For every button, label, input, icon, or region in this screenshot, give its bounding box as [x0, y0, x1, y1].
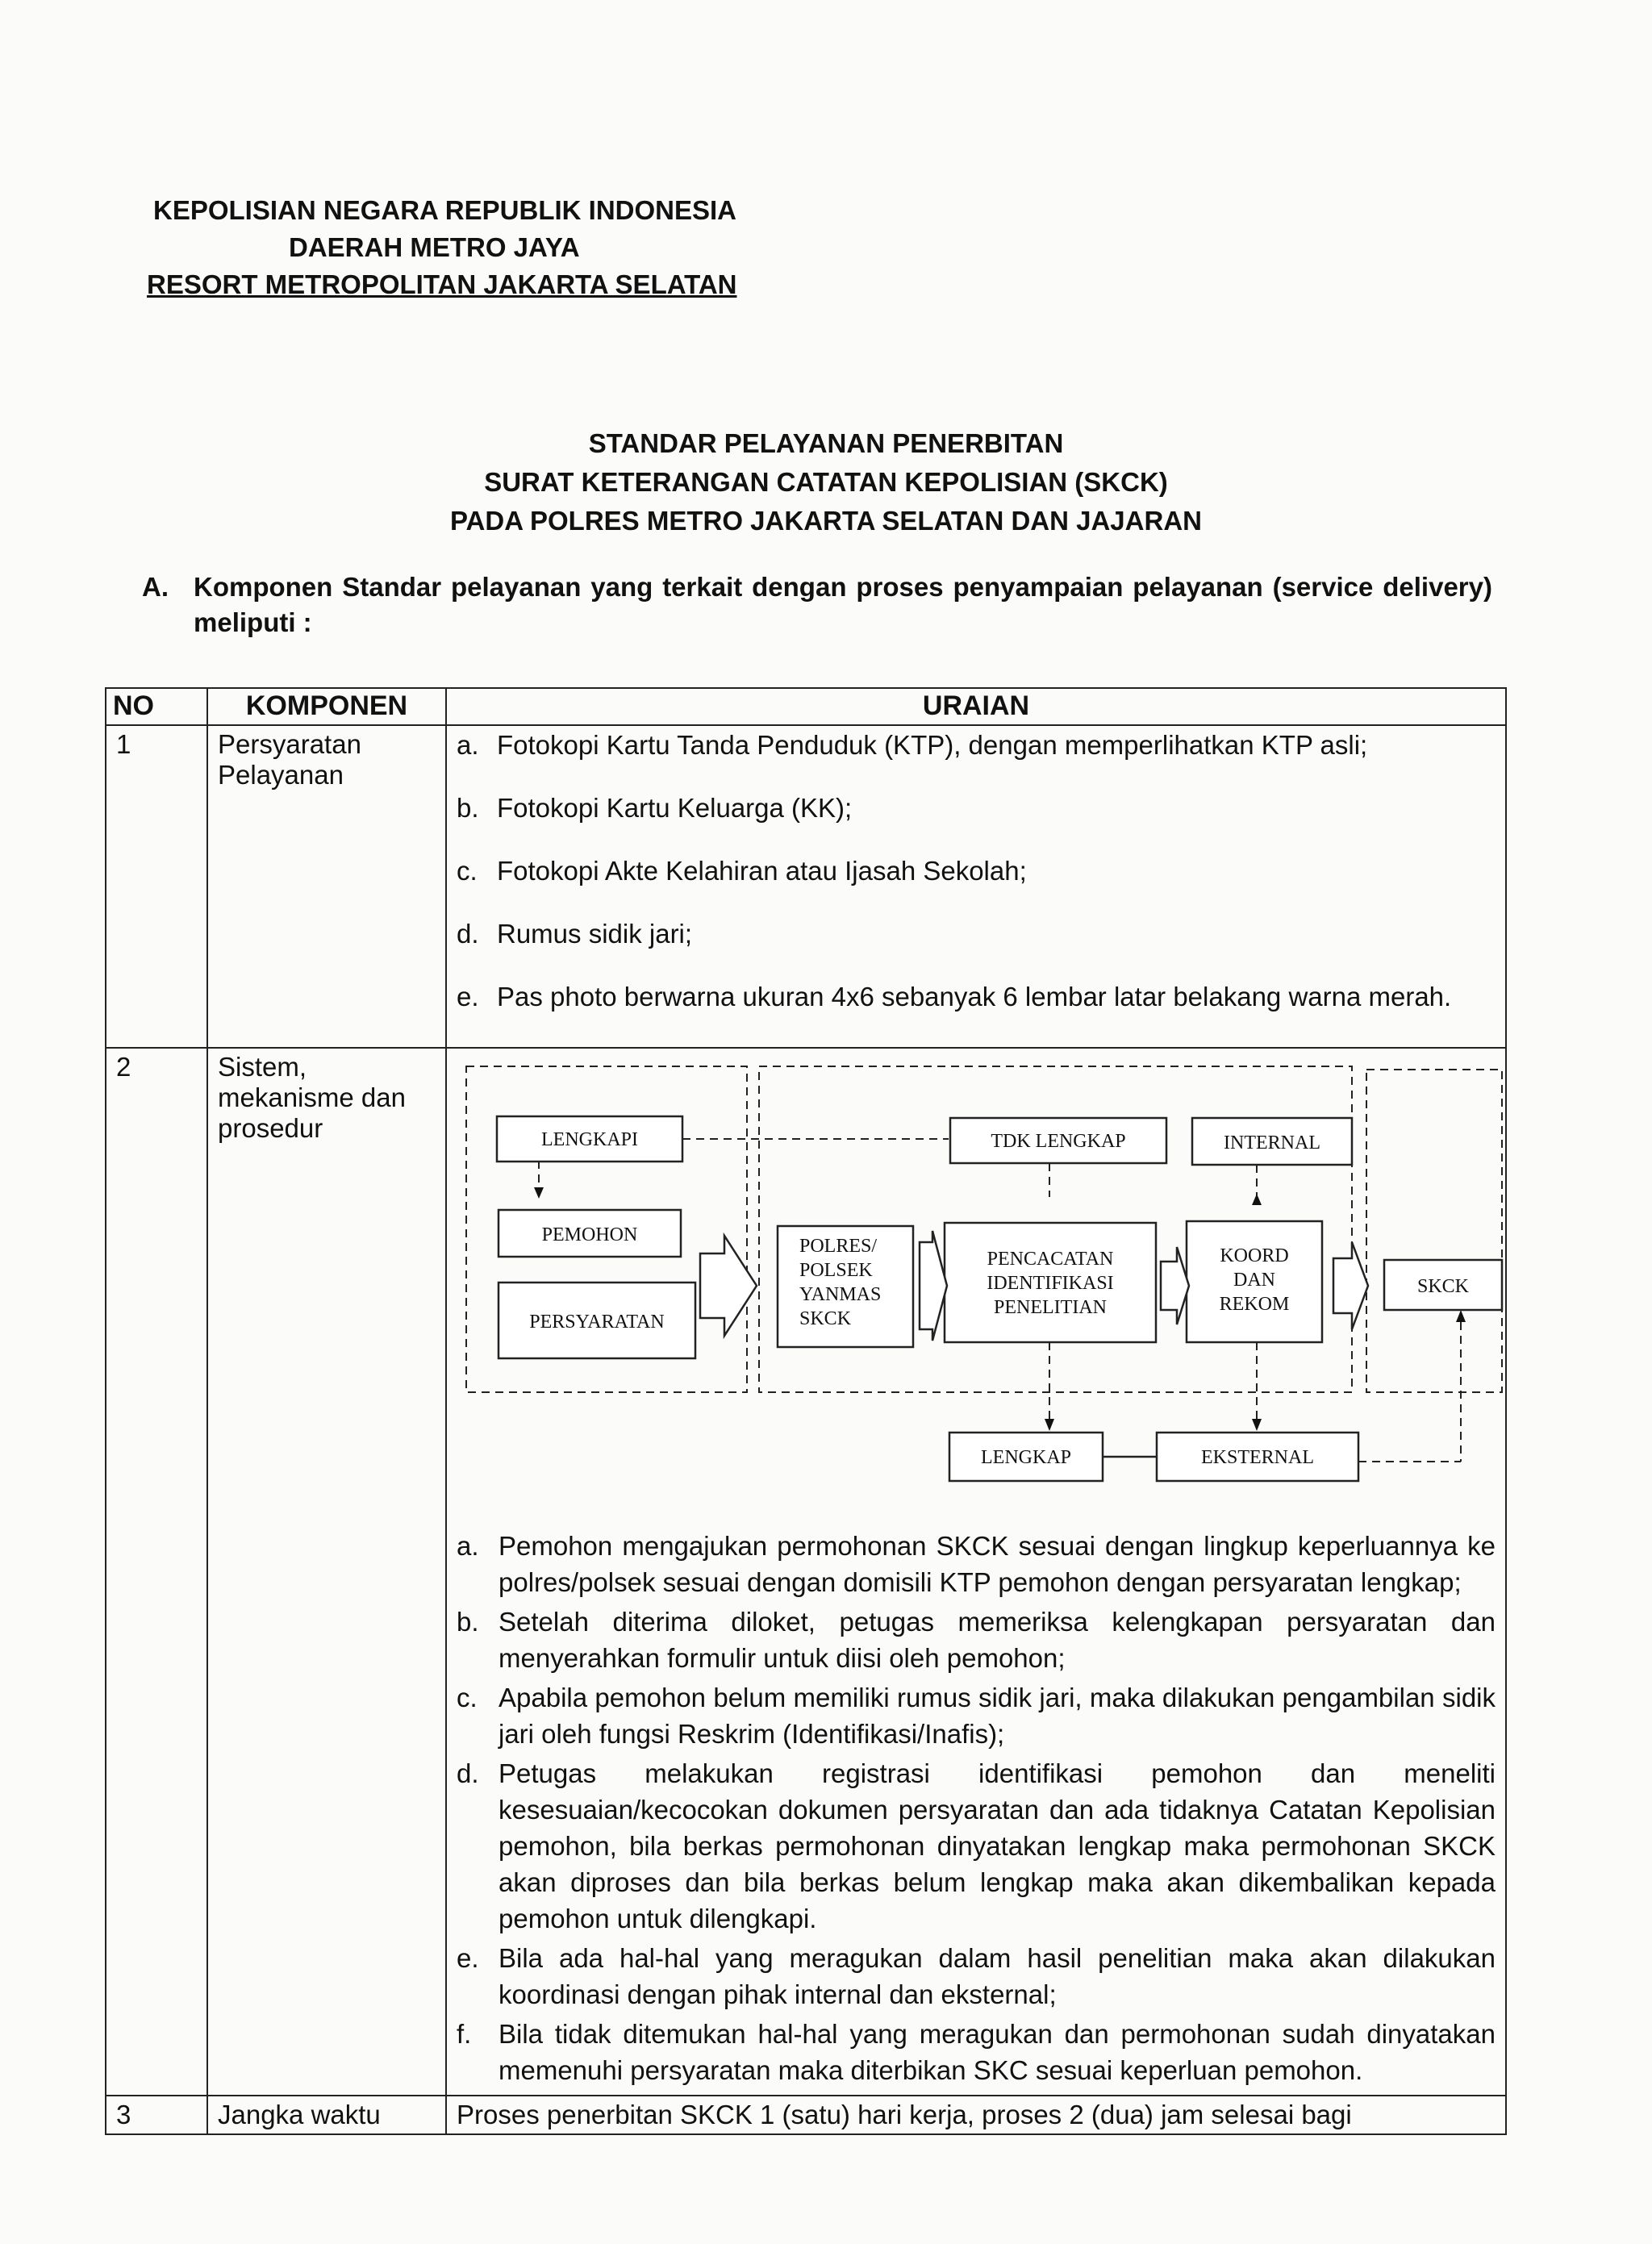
list-item: [457, 729, 1496, 792]
label-koord-2: DAN: [1233, 1270, 1275, 1291]
item-text: Fotokopi Kartu Tanda Penduduk (KTP), dengan memperlihatkan KTP asli;: [497, 730, 1368, 760]
item-text: Petugas melakukan registrasi identifikasi pemohon dan meneliti kesesuaian/kecocokan dokumen persyaratan dan ada tidaknya Catatan Kepolisian pemohon, bila berkas permohonan dinyatakan lengkap maka permohonan SKCK akan diproses dan bila berkas belum lengkap maka akan dikembalikan kepada pemohon untuk dilengkapi.: [499, 1758, 1496, 1933]
label-polres-2: POLSEK: [799, 1260, 873, 1281]
row2-no: 2: [106, 1048, 207, 2096]
label-pemohon: PEMOHON: [541, 1224, 638, 1245]
item-letter: f.: [457, 2019, 472, 2049]
group-output-frame: [1366, 1070, 1502, 1392]
item-letter: c.: [457, 1683, 478, 1712]
header-uraian: URAIAN: [446, 688, 1506, 725]
header-no: NO: [106, 688, 207, 725]
row2-uraian: [446, 1048, 1506, 2096]
label-eksternal: EKSTERNAL: [1201, 1447, 1314, 1468]
item-text: Pas photo berwarna ukuran 4x6 sebanyak 6 lembar latar belakang warna merah.: [497, 982, 1452, 1011]
item-letter: e.: [457, 982, 479, 1011]
letterhead: [147, 192, 737, 303]
item-text: Fotokopi Akte Kelahiran atau Ijasah Sekolah;: [497, 856, 1027, 886]
list-item: [457, 2016, 1496, 2088]
list-item: [457, 1528, 1496, 1600]
label-persyaratan: PERSYARATAN: [529, 1312, 665, 1333]
section-a-heading: [142, 569, 1492, 640]
arrowhead: [1252, 1419, 1262, 1431]
list-item: [457, 792, 1496, 855]
section-a-letter: A.: [142, 572, 169, 602]
arrowhead: [1045, 1419, 1054, 1431]
label-koord-3: REKOM: [1219, 1294, 1290, 1315]
procedure-flowchart: [457, 1052, 1496, 1528]
label-polres-1: POLRES/: [799, 1236, 878, 1257]
item-text: Apabila pemohon belum memiliki rumus sidik jari, maka dilakukan pengambilan sidik jari oleh fungsi Reskrim (Identifikasi/Inafis);: [499, 1683, 1496, 1749]
arrowhead: [1456, 1310, 1466, 1322]
service-standard-table: [105, 687, 1507, 2135]
big-arrow: [1333, 1242, 1368, 1329]
big-arrow: [1161, 1247, 1189, 1324]
item-letter: d.: [457, 1758, 479, 1788]
flowchart-svg: [457, 1060, 1518, 1512]
label-internal: INTERNAL: [1224, 1132, 1320, 1153]
label-tdk-lengkap: TDK LENGKAP: [991, 1131, 1126, 1152]
label-pencacatan-2: IDENTIFIKASI: [987, 1273, 1114, 1294]
item-letter: e.: [457, 1943, 479, 1973]
label-skck: SKCK: [1416, 1276, 1470, 1297]
letterhead-line-2: DAERAH METRO JAYA: [289, 232, 580, 262]
table-row: [106, 1048, 1506, 2096]
item-letter: b.: [457, 1607, 479, 1637]
row3-no: 3: [106, 2096, 207, 2134]
table-row: [106, 725, 1506, 1048]
list-item: [457, 981, 1496, 1044]
big-arrow: [920, 1231, 947, 1341]
item-text: Fotokopi Kartu Keluarga (KK);: [497, 793, 853, 823]
label-polres-4: SKCK: [799, 1308, 852, 1329]
table-header-row: [106, 688, 1506, 725]
row3-komponen: Jangka waktu: [207, 2096, 446, 2134]
letterhead-line-3: RESORT METROPOLITAN JAKARTA SELATAN: [147, 269, 737, 299]
item-letter: b.: [457, 793, 479, 823]
arrowhead: [534, 1187, 544, 1199]
item-letter: a.: [457, 730, 479, 760]
item-text: Setelah diterima diloket, petugas memeriksa kelengkapan persyaratan dan menyerahkan formulir untuk diisi oleh pemohon;: [499, 1607, 1496, 1673]
item-text: Bila ada hal-hal yang meragukan dalam hasil penelitian maka akan dilakukan koordinasi dengan pihak internal dan eksternal;: [499, 1943, 1496, 2009]
requirements-list: [457, 729, 1496, 1044]
item-text: Bila tidak ditemukan hal-hal yang meragukan dan permohonan sudah dinyatakan memenuhi persyaratan maka diterbikan SKC sesuai keperluan pemohon.: [499, 2019, 1496, 2085]
item-letter: a.: [457, 1531, 479, 1561]
table-row: [106, 2096, 1506, 2134]
document-title: [0, 424, 1652, 540]
item-letter: c.: [457, 856, 478, 886]
title-line-1: STANDAR PELAYANAN PENERBITAN: [588, 428, 1064, 458]
row1-komponen: Persyaratan Pelayanan: [207, 725, 446, 1048]
item-text: Pemohon mengajukan permohonan SKCK sesuai dengan lingkup keperluannya ke polres/polsek sesuai dengan domisili KTP pemohon dengan persyaratan lengkap;: [499, 1531, 1496, 1597]
row3-uraian: Proses penerbitan SKCK 1 (satu) hari kerja, proses 2 (dua) jam selesai bagi: [446, 2096, 1506, 2134]
list-item: [457, 1679, 1496, 1752]
label-polres-3: YANMAS: [799, 1284, 882, 1305]
big-arrow: [700, 1236, 757, 1336]
label-pencacatan-3: PENELITIAN: [994, 1297, 1107, 1318]
procedure-list: [457, 1528, 1496, 2088]
item-letter: d.: [457, 919, 479, 949]
label-lengkapi: LENGKAPI: [541, 1129, 638, 1150]
row2-komponen: Sistem, mekanisme dan prosedur: [207, 1048, 446, 2096]
label-pencacatan-1: PENCACATAN: [987, 1249, 1114, 1270]
list-item: [457, 1604, 1496, 1676]
item-text: Rumus sidik jari;: [497, 919, 693, 949]
list-item: [457, 1755, 1496, 1937]
label-koord-1: KOORD: [1220, 1245, 1289, 1266]
row1-no: 1: [106, 725, 207, 1048]
row1-uraian: [446, 725, 1506, 1048]
section-a-text: Komponen Standar pelayanan yang terkait dengan proses penyampaian pelayanan (service delivery) meliputi :: [194, 572, 1492, 637]
title-line-3: PADA POLRES METRO JAKARTA SELATAN DAN JAJARAN: [450, 506, 1202, 536]
list-item: [457, 918, 1496, 981]
arrowhead: [1252, 1194, 1262, 1205]
letterhead-line-1: KEPOLISIAN NEGARA REPUBLIK INDONESIA: [153, 195, 737, 225]
list-item: [457, 855, 1496, 918]
list-item: [457, 1940, 1496, 2013]
title-line-2: SURAT KETERANGAN CATATAN KEPOLISIAN (SKCK): [484, 467, 1168, 497]
header-komponen: KOMPONEN: [207, 688, 446, 725]
label-lengkap: LENGKAP: [981, 1447, 1071, 1468]
